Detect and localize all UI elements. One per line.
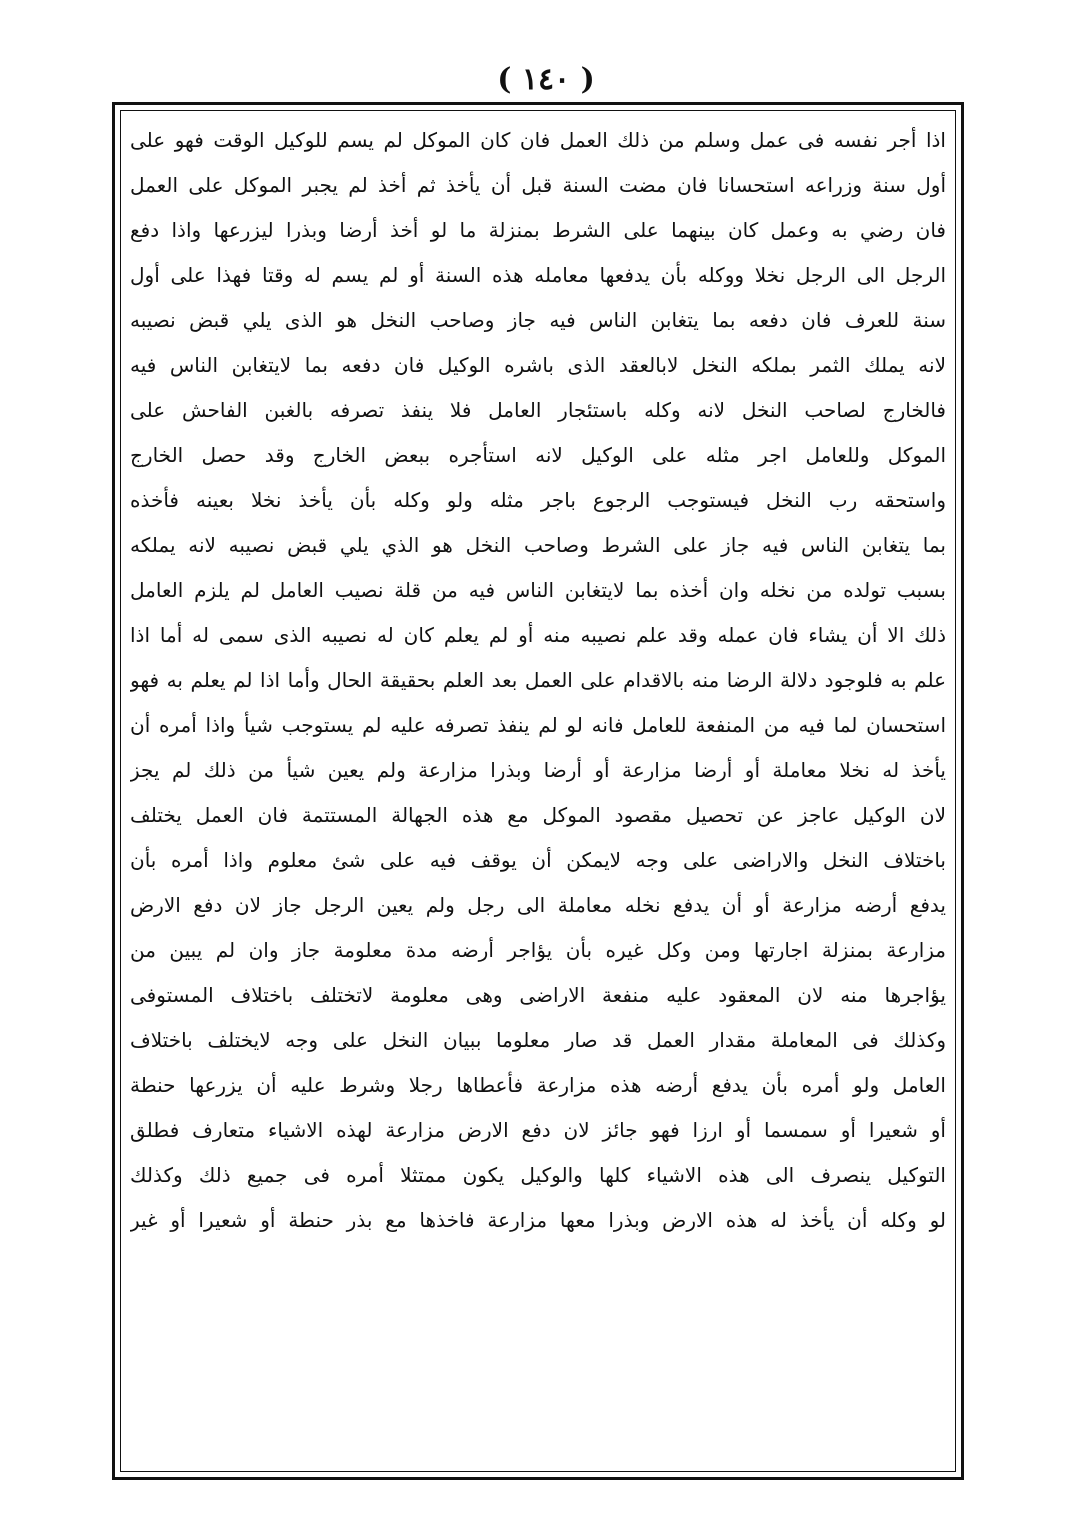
text-line-16: لان الوكيل عاجز عن تحصيل مقصود الموكل مع هذه الجهالة المستتمة فان العمل يختلف [130,803,946,827]
text-line-10: بما يتغابن الناس فيه جاز على الشرط وصاحب النخل هو الذي يلي قبض نصيبه لانه يملكه [130,533,946,557]
text-line-15: يأخذ له نخلا معاملة أو أرضا مزارعة أو أرضا وبذرا مزارعة ولم يعين شيأ من ذلك لم يجز [130,758,946,782]
text-line-19: مزارعة بمنزلة اجارتها ومن وكل غيره بأن يؤاجر أرضه مدة معلومة جاز وان لم يبين من [130,938,946,962]
text-line-2: أول سنة وزراعه استحسانا فان مضت السنة قبل أن يأخذ ثم أخذ لم يجبر الموكل على العمل [130,173,946,197]
text-line-13: علم به فلوجود دلالة الرضا منه بالاقدام على العمل بعد العلم بحقيقة الحال وأما اذا لم يعلم به فهو [130,668,946,692]
text-line-24: التوكيل ينصرف الى هذه الاشياء كلها والوكيل يكون ممتثلا أمره فى جميع ذلك وكذلك [130,1163,946,1187]
text-line-25: لو وكله أن يأخذ له هذه الارض وبذرا معها مزارعة فاخذها مع بذر حنطة أو شعيرا أو غير [130,1208,946,1232]
text-line-4: الرجل الى الرجل نخلا ووكله بأن يدفعها معامله هذه السنة أو لم يسم له وقتا فهذا على أول [130,263,946,287]
page-number: ( ١٤٠ ) [497,62,595,97]
text-line-12: ذلك الا أن يشاء فان عمله وقد علم نصيبه منه أو لم يعلم كان له نصيبه الذى سمى له أما اذا [130,623,946,647]
text-body [130,118,946,1468]
text-line-20: يؤاجرها منه لان المعقود عليه منفعة الاراضى وهى معلومة لاتختلف باختلاف المستوفى [130,983,946,1007]
text-line-21: وكذلك فى المعاملة مقدار العمل قد صار معلوما ببيان النخل على وجه لايختلف باختلاف [130,1028,946,1052]
text-line-8: الموكل وللعامل اجر مثله على الوكيل لانه استأجره ببعض الخارج وقد حصل الخارج [130,443,946,467]
text-line-6: لانه يملك الثمر بملكه النخل لابالعقد الذى باشره الوكيل فان دفعه بما لايتغابن الناس فيه [130,353,946,377]
text-line-5: سنة للعرف فان دفعه بما يتغابن الناس فيه جاز وصاحب النخل هو الذى يلي قبض نصيبه [130,308,946,332]
text-line-23: أو شعيرا أو سمسما أو ارزا فهو جائز لان دفع الارض مزارعة لهذه الاشياء متعارف فطلق [130,1118,946,1142]
text-line-11: بسبب تولده من نخله وان أخذه بما لايتغابن الناس فيه من قلة نصيب العامل لم يلزم العامل [130,578,946,602]
text-line-17: باختلاف النخل والاراضى على وجه لايمكن أن يوقف فيه على شئ معلوم واذا أمره بأن [130,848,946,872]
text-line-1: اذا أجر نفسه فى عمل وسلم من ذلك العمل فان كان الموكل لم يسم للوكيل الوقت فهو على [130,128,946,152]
text-line-18: يدفع أرضه مزارعة أو أن يدفع نخله معاملة الى رجل ولم يعين الرجل جاز لان دفع الارض [130,893,946,917]
text-line-9: واستحقه رب النخل فيستوجب الرجوع باجر مثله ولو وكله بأن يأخذ نخلا بعينه فأخذه [130,488,946,512]
text-line-14: استحسان لما فيه من المنفعة للعامل فانه لو لم ينفذ تصرفه عليه لم يستوجب شيأ واذا أمره أن [130,713,946,737]
text-line-3: فان رضي به وعمل كان بينهما على الشرط بمنزلة ما لو أخذ أرضا وبذرا ليزرعها واذا دفع [130,218,946,242]
text-line-22: العامل ولو أمره بأن يدفع أرضه هذه مزارعة فأعطاها رجلا وشرط عليه أن يزرعها حنطة [130,1073,946,1097]
text-line-7: فالخارج لصاحب النخل لانه وكله باستئجار العامل فلا ينفذ تصرفه بالغبن الفاحش على [130,398,946,422]
